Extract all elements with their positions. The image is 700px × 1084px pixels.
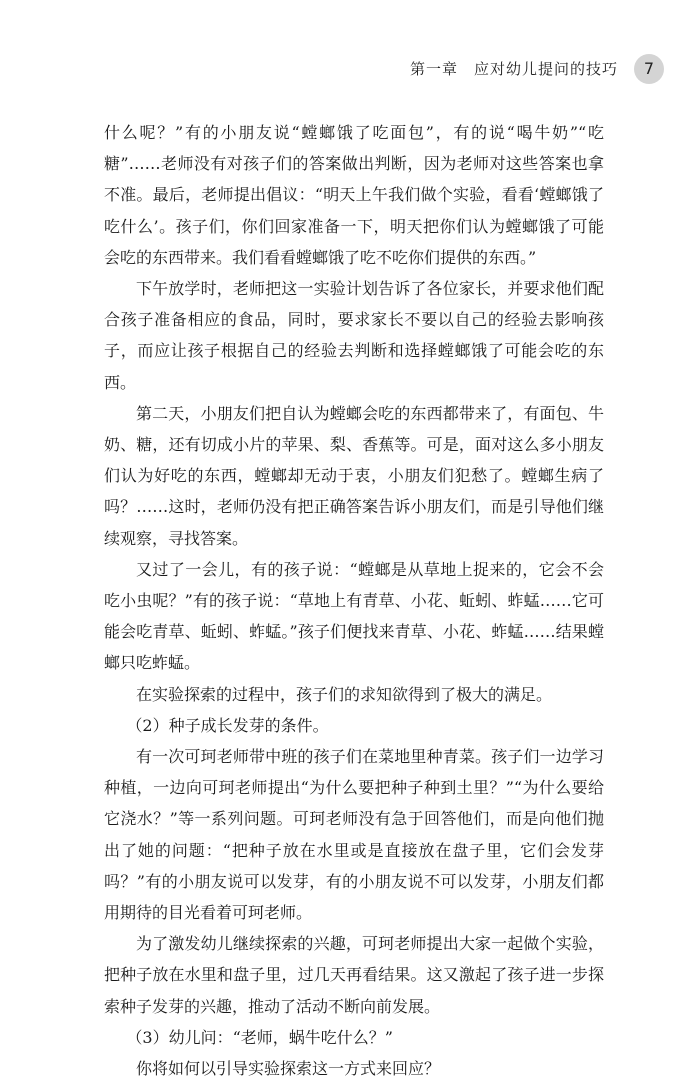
paragraph: 为了激发幼儿继续探索的兴趣，可珂老师提出大家一起做个实验，把种子放在水里和盘子里，过几天再看结果。这又激起了孩子进一步探索种子发芽的兴趣，推动了活动不断向前发展。 — [104, 934, 604, 1016]
paragraph: 什么呢？”有的小朋友说“螳螂饿了吃面包”，有的说“喝牛奶”“吃糖”……老师没有对孩子们的答案做出判断，因为老师对这些答案也拿不准。最后，老师提出倡议：“明天上午我们做个实验，看看‘螳螂饿了吃什么’。孩子们，你们回家准备一下，明天把你们认为螳螂饿了可能会吃的东西带来。我们看看螳螂饿了吃不吃你们提供的东西。” — [104, 123, 604, 267]
sub-heading: （2）种子成长发芽的条件。 — [126, 715, 329, 735]
body-text — [104, 117, 604, 1084]
paragraph: 在实验探索的过程中，孩子们的求知欲得到了极大的满足。 — [136, 684, 553, 704]
page-number-badge: 7 — [634, 54, 664, 84]
paragraph: 有一次可珂老师带中班的孩子们在菜地里种青菜。孩子们一边学习种植，一边向可珂老师提出“为什么要把种子种到土里？”“为什么要给它浇水？”等一系列问题。可珂老师没有急于回答他们，而是向他们抛出了她的问题：“把种子放在水里或是直接放在盘子里，它们会发芽吗？”有的小朋友说可以发芽，有的小朋友说不可以发芽，小朋友们都用期待的目光看着可珂老师。 — [104, 747, 604, 923]
paragraph: 第二天，小朋友们把自认为螳螂会吃的东西都带来了，有面包、牛奶、糖，还有切成小片的苹果、梨、香蕉等。可是，面对这么多小朋友们认为好吃的东西，螳螂却无动于衷，小朋友们犯愁了。螳螂生病了吗？……这时，老师仍没有把正确答案告诉小朋友们，而是引导他们继续观察，寻找答案。 — [104, 403, 604, 548]
page-header — [0, 54, 700, 84]
question-paragraph: 你将如何以引导实验探索这一方式来回应？ — [136, 1059, 441, 1079]
paragraph: 又过了一会儿，有的孩子说：“螳螂是从草地上捉来的，它会不会吃小虫呢？”有的孩子说：“草地上有青草、小花、蚯蚓、蚱蜢……它可能会吃青草、蚯蚓、蚱蜢。”孩子们便找来青草、小花、蚱蜢……结果螳螂只吃蚱蜢。 — [104, 559, 604, 673]
chapter-title: 第一章 应对幼儿提问的技巧 — [409, 60, 618, 78]
paragraph: 下午放学时，老师把这一实验计划告诉了各位家长，并要求他们配合孩子准备相应的食品，同时，要求家长不要以自己的经验去影响孩子，而应让孩子根据自己的经验去判断和选择螳螂饿了可能会吃的东西。 — [104, 279, 604, 392]
sub-heading: （3）幼儿问：“老师，蜗牛吃什么？” — [126, 1027, 393, 1047]
